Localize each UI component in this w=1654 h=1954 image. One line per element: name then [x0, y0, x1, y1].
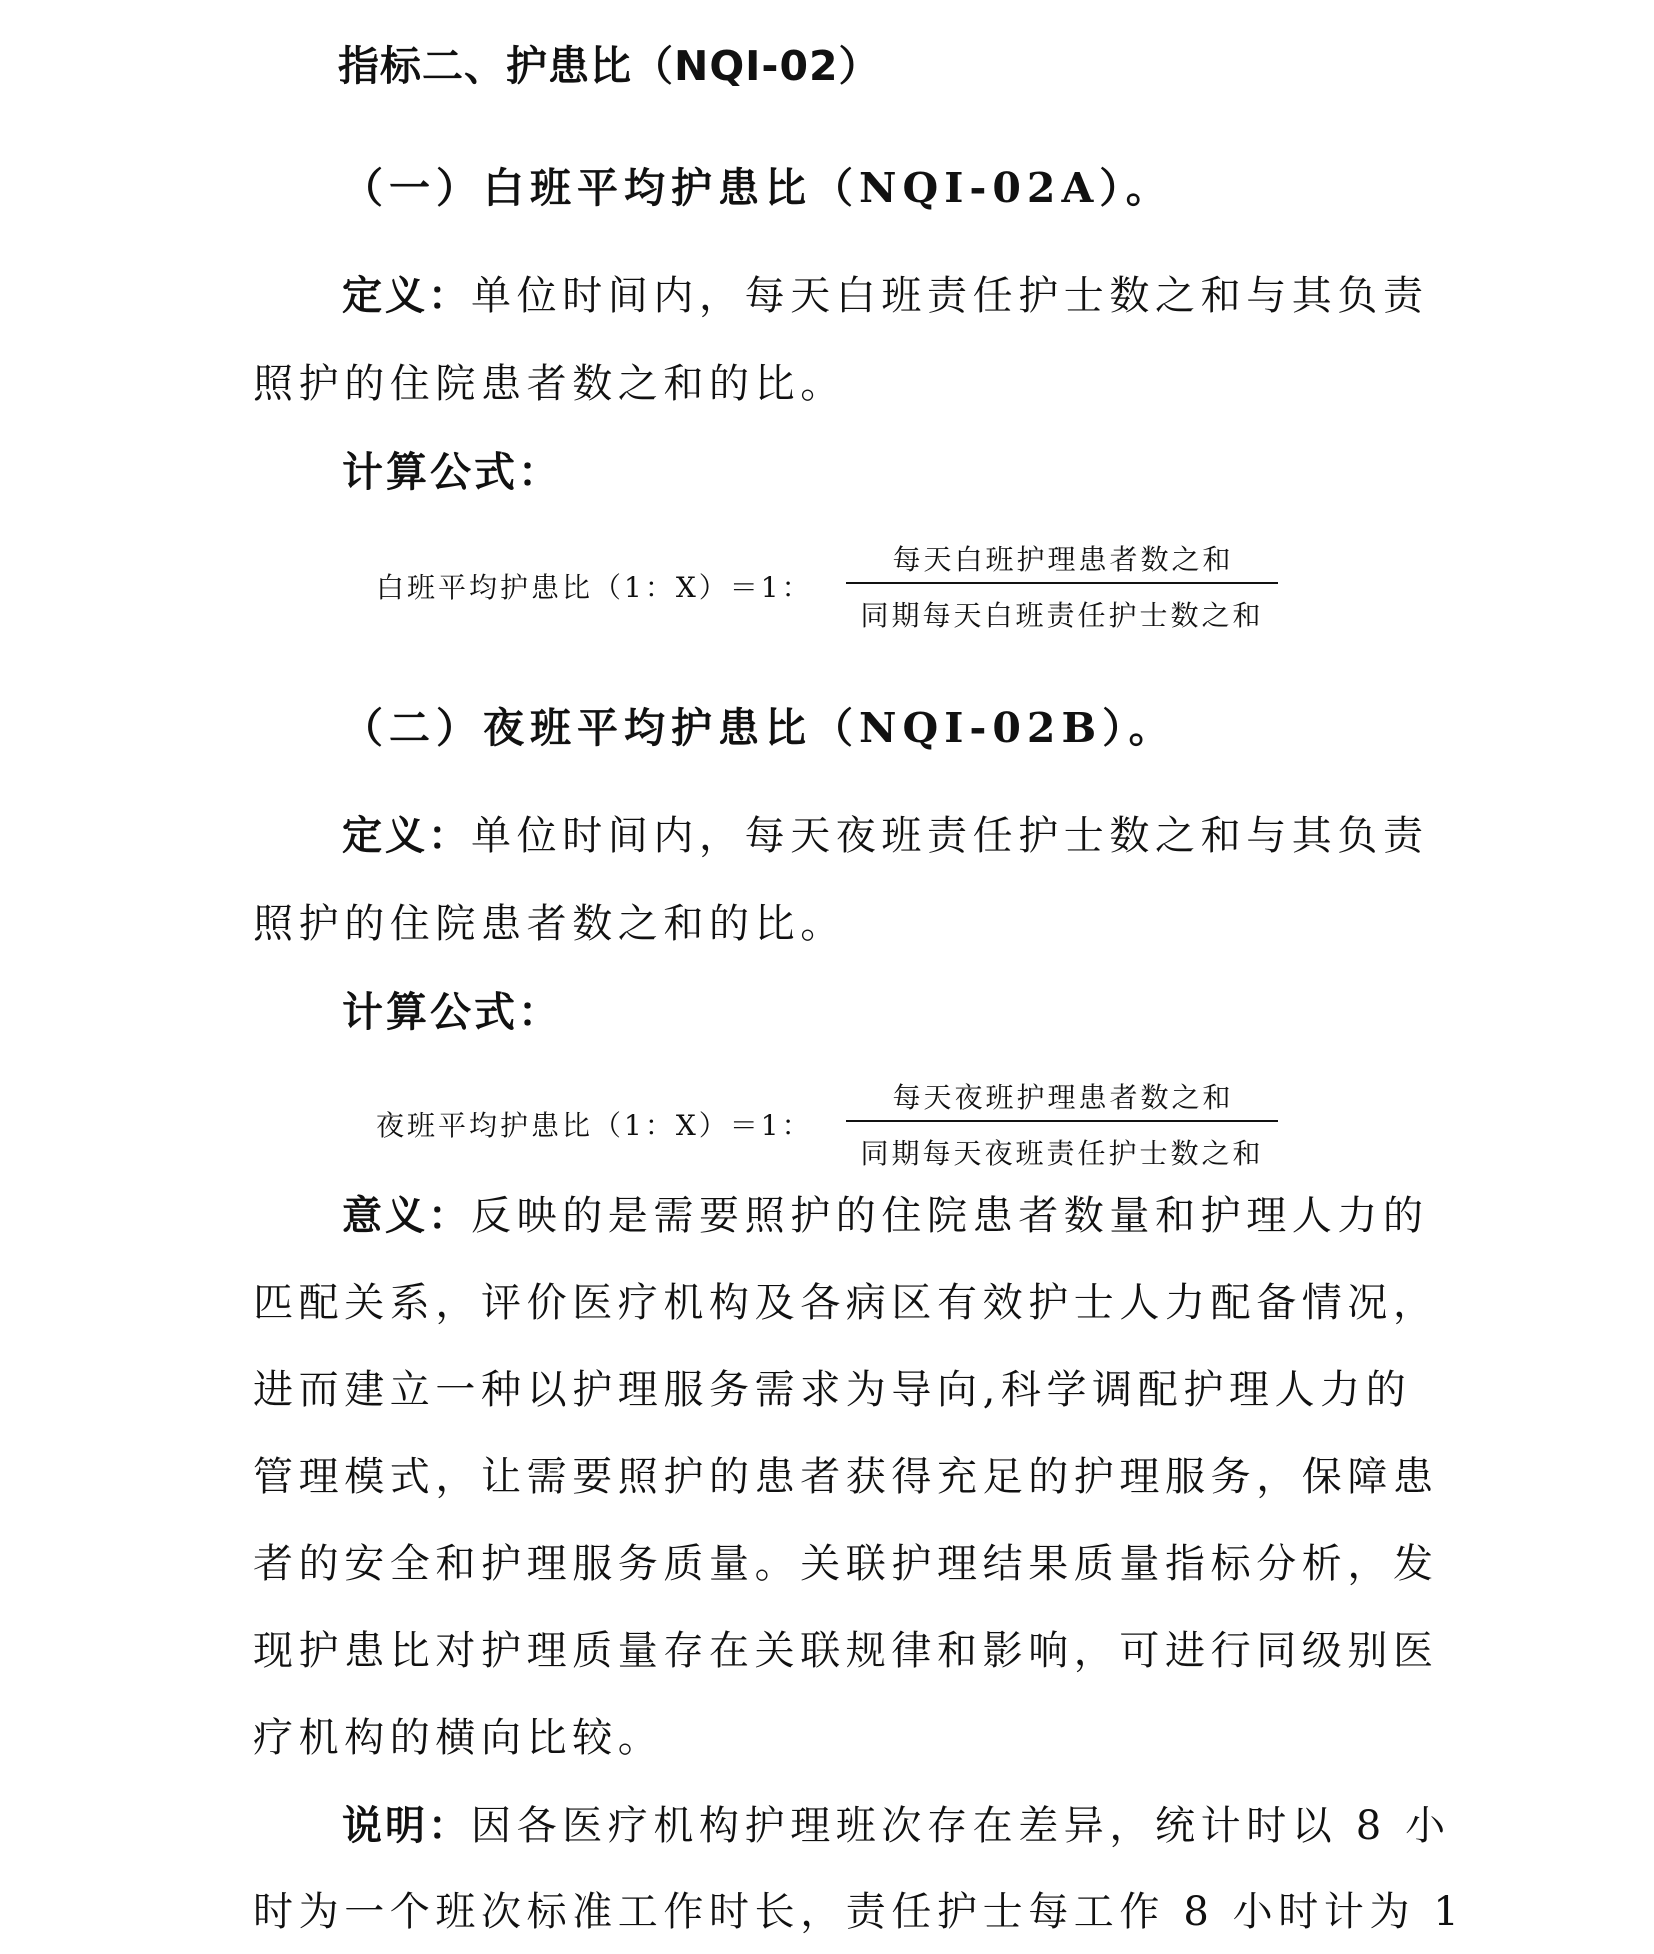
significance-line1 [342, 1193, 1429, 1239]
note-text: 因各医疗机构护理班次存在差异，统计时以 8 小 [471, 1803, 1451, 1849]
significance-line7: 疗机构的横向比较。 [253, 1715, 664, 1761]
fraction-bar [846, 1120, 1278, 1122]
definition-night-line2: 照护的住院患者数之和的比。 [253, 901, 846, 947]
formula-numerator: 每天夜班护理患者数之和 [892, 1081, 1234, 1114]
definition-day-line1 [342, 273, 1429, 319]
significance-line4: 管理模式，让需要照护的患者获得充足的护理服务，保障患 [253, 1454, 1439, 1500]
significance-line5: 者的安全和护理服务质量。关联护理结果质量指标分析，发 [253, 1541, 1439, 1587]
definition-label: 定义： [342, 273, 471, 319]
section-title-night: （二）夜班平均护患比（NQI-02B）。 [342, 704, 1176, 752]
fraction-bar [846, 582, 1278, 584]
definition-day-line2: 照护的住院患者数之和的比。 [253, 361, 846, 407]
formula-lhs: 白班平均护患比（1：X）＝1： [376, 571, 813, 604]
significance-text: 反映的是需要照护的住院患者数量和护理人力的 [471, 1193, 1429, 1239]
formula-label-day: 计算公式： [342, 448, 562, 496]
definition-text: 单位时间内，每天白班责任护士数之和与其负责 [471, 273, 1429, 319]
note-line2: 时为一个班次标准工作时长，责任护士每工作 8 小时计为 1 [253, 1889, 1465, 1935]
formula-lhs: 夜班平均护患比（1：X）＝1： [376, 1109, 813, 1142]
formula-denominator: 同期每天夜班责任护士数之和 [860, 1137, 1264, 1170]
significance-label: 意义： [342, 1193, 471, 1239]
significance-line3: 进而建立一种以护理服务需求为导向,科学调配护理人力的 [253, 1367, 1412, 1413]
formula-denominator: 同期每天白班责任护士数之和 [860, 599, 1264, 632]
formula-numerator: 每天白班护理患者数之和 [892, 543, 1234, 576]
indicator-heading: 指标二、护患比（NQI-02） [338, 42, 881, 90]
significance-line6: 现护患比对护理质量存在关联规律和影响，可进行同级别医 [253, 1628, 1439, 1674]
formula-label-night: 计算公式： [342, 988, 562, 1036]
note-label: 说明： [342, 1803, 471, 1849]
definition-label: 定义： [342, 813, 471, 859]
definition-night-line1 [342, 813, 1429, 859]
section-title-day: （一）白班平均护患比（NQI-02A）。 [342, 164, 1173, 212]
definition-text: 单位时间内，每天夜班责任护士数之和与其负责 [471, 813, 1429, 859]
significance-line2: 匹配关系，评价医疗机构及各病区有效护士人力配备情况， [253, 1280, 1439, 1326]
note-line1 [342, 1803, 1451, 1849]
